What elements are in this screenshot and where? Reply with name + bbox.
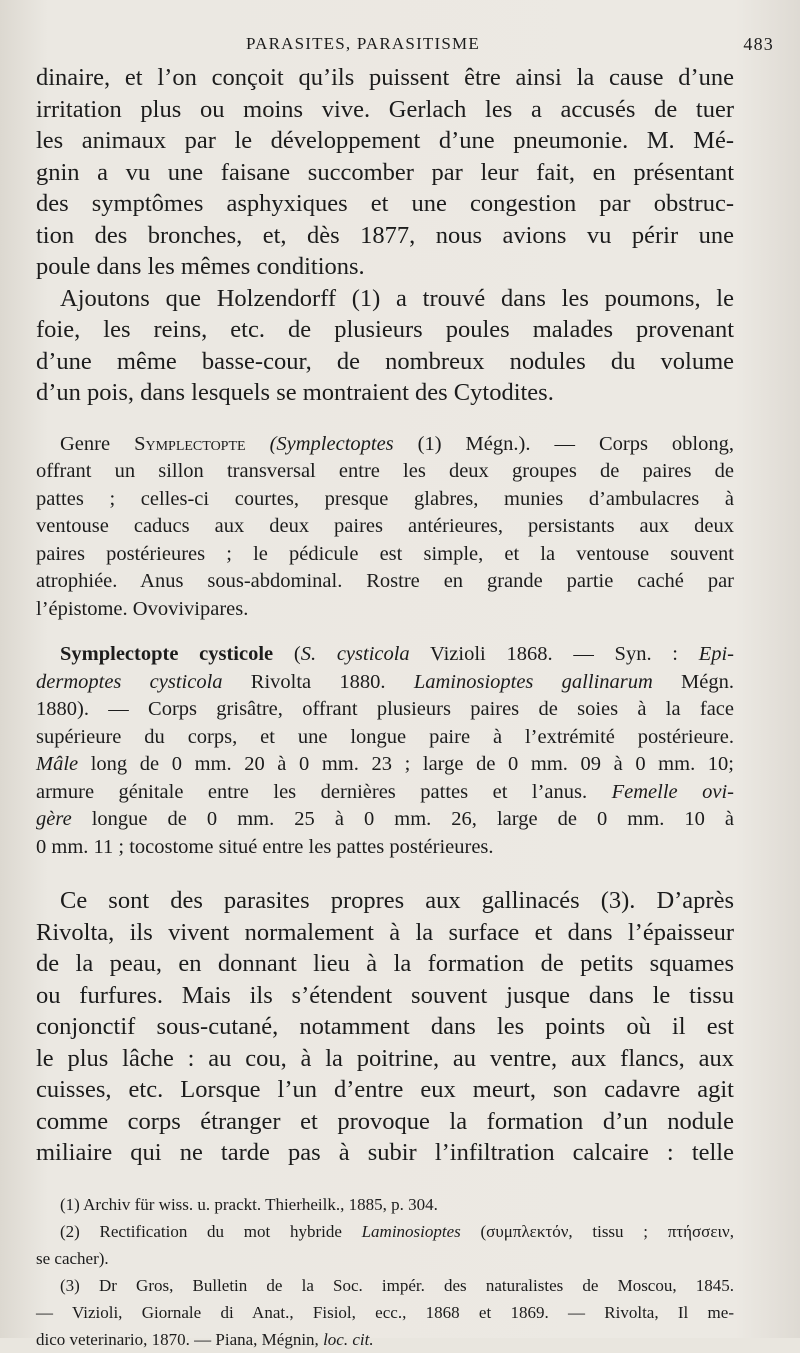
text-run: dermoptes cysticola [36, 670, 223, 693]
footnote-3-cont [36, 1299, 734, 1353]
running-title: PARASITES, PARASITISME [246, 34, 480, 53]
text-run: long de 0 mm. 20 à 0 mm. 23 ; large de 0 mm. 09 à 0 mm. 10; [78, 753, 734, 775]
text-line: cuisses, etc. Lorsque l’un d’entre eux meurt, son cadavre agit [36, 1076, 734, 1103]
text-run: longue de 0 mm. 25 à 0 mm. 26, large de 0 mm. 10 à [71, 808, 734, 830]
footnote-2-cont [36, 1245, 734, 1272]
text-line: pattes ; celles-ci courtes, presque glabres, munies d’ambulacres à [36, 487, 734, 510]
text-line: gnin a vu une faisane succomber par leur fait, en présentant [36, 158, 734, 186]
text-line: miliaire qui ne tarde pas à subir l’infiltration calcaire : telle [36, 1139, 734, 1166]
genre-latin: (Symplectoptes [245, 432, 394, 455]
text-line [60, 1218, 734, 1245]
text-run: (2) Rectification du mot hybride [60, 1221, 362, 1241]
text-run: Vizioli 1868. — Syn. : [409, 643, 699, 665]
text-run: (συμπλεκτόν, tissu ; πτήσσειν, [460, 1221, 734, 1241]
text-line: foie, les reins, etc. de plusieurs poules malades provenant [36, 316, 734, 343]
page-number: 483 [743, 34, 774, 54]
text-line: tion des bronches, et, dès 1877, nous avions vu périr une [36, 221, 734, 249]
text-run: Femelle ovi- [611, 780, 734, 803]
text-line [60, 431, 734, 459]
text-run: Laminosioptes gallinarum [413, 670, 653, 693]
text-run: Laminosioptes [361, 1221, 461, 1241]
text-run: gère [36, 808, 72, 830]
text-line: paires postérieures ; le pédicule est simple, et la ventouse souvent [36, 542, 734, 565]
text-run: Mâle [36, 753, 79, 775]
text-line: ventouse caducs aux deux paires antérieures, persistants aux deux [36, 515, 734, 537]
genre-description-cont [36, 458, 734, 623]
text-line: dinaire, et l’on conçoit qu’ils puissent être ainsi la cause d’une [36, 64, 734, 91]
footnote-1 [36, 1191, 734, 1218]
text-run: loc. cit. [323, 1329, 374, 1349]
text-line [36, 669, 734, 697]
text-line: atrophiée. Anus sous-abdominal. Rostre en grande partie caché par [36, 570, 734, 592]
text-line: conjonctif sous-cutané, notamment dans les points où il est [36, 1013, 734, 1040]
text-line: se cacher). [36, 1248, 109, 1268]
text-line: 0 mm. 11 ; tocostome situé entre les pattes postérieures. [36, 835, 494, 858]
text-line: — Vizioli, Giornale di Anat., Fisiol, ecc., 1868 et 1869. — Rivolta, Il me- [36, 1302, 734, 1322]
paragraph-2-cont [36, 314, 734, 409]
genre-name: Symplectopte [134, 432, 246, 455]
text-line: 1880). — Corps grisâtre, offrant plusieurs paires de soies à la face [36, 698, 734, 720]
text-line [36, 751, 734, 779]
running-head [36, 28, 774, 62]
text-run: armure génitale entre les dernières pattes et l’anus. [36, 780, 612, 803]
footnote-3 [36, 1272, 734, 1299]
text-line: (1) Archiv für wiss. u. prackt. Thierheilk., 1885, p. 304. [60, 1194, 438, 1214]
text-run: dico veterinario, 1870. — Piana, Mégnin, [36, 1329, 324, 1349]
genre-label: Genre [60, 432, 135, 455]
species-name: Symplectopte cysticole [60, 643, 274, 665]
text-run: Mégn. [652, 670, 735, 693]
text-line: supérieure du corps, et une longue paire à l’extrémité postérieure. [36, 725, 734, 748]
genre-line1-rest: (1) Mégn.). — Corps oblong, [393, 432, 734, 455]
text-line [36, 806, 734, 834]
text-line: Ce sont des parasites propres aux gallinacés (3). D’après [60, 887, 734, 914]
text-run: Rivolta 1880. [222, 670, 414, 693]
text-line: les animaux par le développement d’une pneumonie. M. Mé- [36, 127, 734, 154]
text-run: ( [273, 643, 301, 665]
species-description [36, 641, 734, 669]
text-line: ou furfures. Mais ils s’étendent souvent jusque dans le tissu [36, 981, 734, 1009]
text-line: irritation plus ou moins vive. Gerlach les a accusés de tuer [36, 95, 734, 123]
text-line: de la peau, en donnant lieu à la formation de petits squames [36, 950, 734, 977]
text-line [36, 1326, 734, 1353]
text-line: Rivolta, ils vivent normalement à la surface et dans l’épaisseur [36, 918, 734, 946]
text-line: le plus lâche : au cou, à la poitrine, au ventre, aux flancs, aux [36, 1044, 734, 1072]
text-line: d’un pois, dans lesquels se montraient des Cytodites. [36, 379, 554, 406]
text-line: poule dans les mêmes conditions. [36, 253, 365, 280]
paragraph-3-cont [36, 917, 734, 1169]
paragraph-1 [36, 62, 734, 283]
text-line: Ajoutons que Holzendorff (1) a trouvé dans les poumons, le [60, 284, 734, 312]
text-run: S. cysticola [300, 643, 410, 665]
text-line: l’épistome. Ovovivipares. [36, 597, 249, 620]
species-description-cont [36, 669, 734, 862]
text-run: Epi- [698, 643, 735, 665]
paragraph-3 [36, 885, 734, 917]
text-line: offrant un sillon transversal entre les deux groupes de paires de [36, 460, 734, 482]
text-line [36, 779, 734, 807]
text-line: (3) Dr Gros, Bulletin de la Soc. impér. des naturalistes de Moscou, 1845. [60, 1275, 734, 1295]
paragraph-2 [36, 283, 734, 315]
text-line [60, 641, 734, 669]
text-line: comme corps étranger et provoque la formation d’un nodule [36, 1107, 734, 1135]
genre-description [36, 431, 734, 459]
text-line: d’une même basse-cour, de nombreux nodules du volume [36, 347, 734, 375]
text-line: des symptômes asphyxiques et une congestion par obstruc- [36, 190, 734, 217]
footnote-2 [36, 1218, 734, 1245]
